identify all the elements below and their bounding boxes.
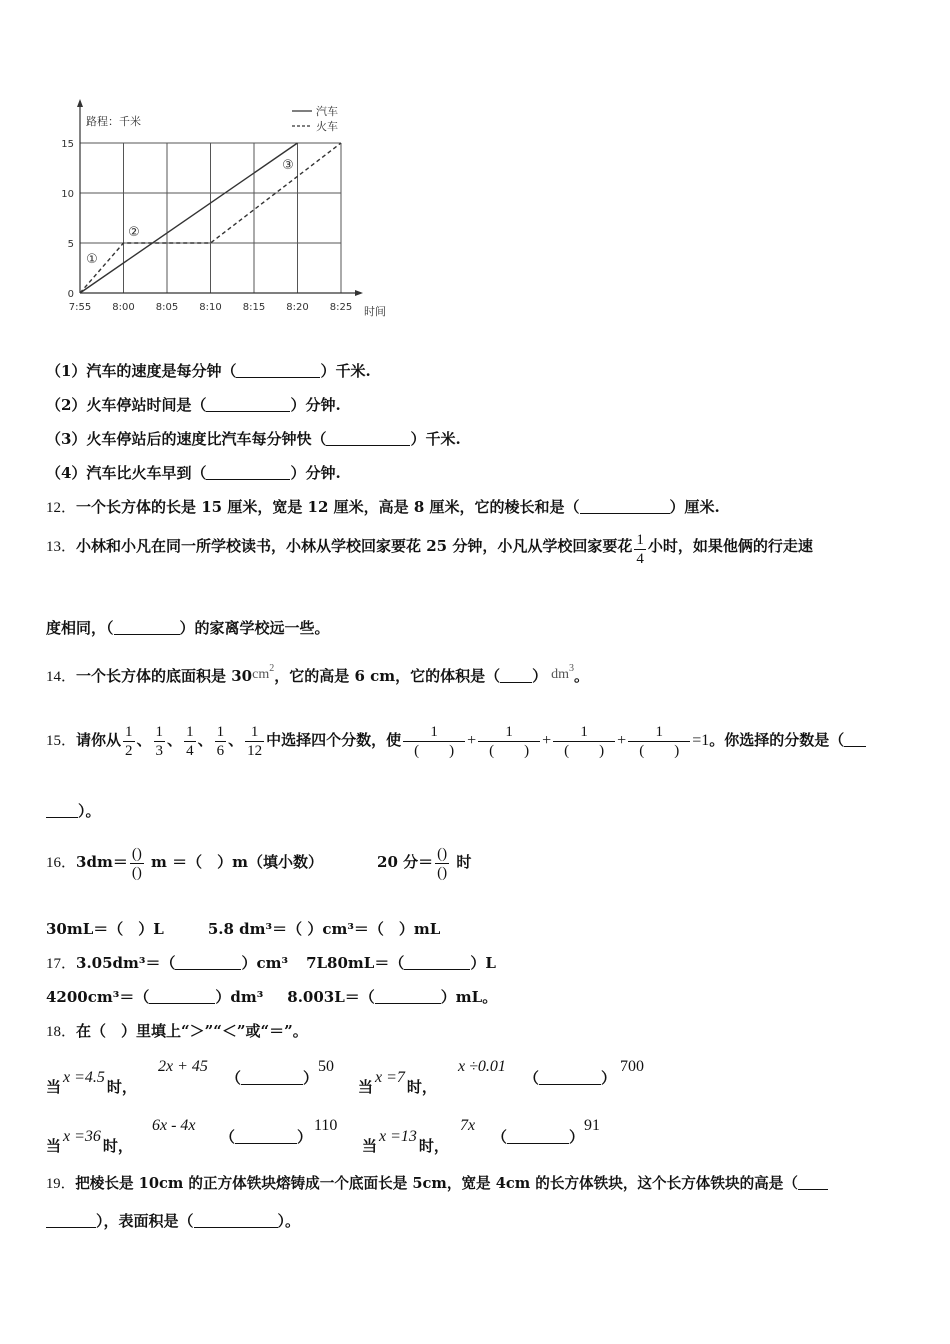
q11-item-2: （2）火车停站时间是（ ）分钟. <box>46 396 341 414</box>
annotation-marker: ② <box>128 225 140 240</box>
answer-blank[interactable] <box>798 1175 828 1190</box>
fraction-half: $\frac{1}{2}$ <box>125 723 133 759</box>
question-15-cont: ）。 <box>46 801 101 821</box>
distance-time-chart <box>50 95 420 325</box>
y-tick-label: 5 <box>67 239 74 250</box>
fraction-one-quarter: $\frac{1}{4}$ <box>636 532 644 567</box>
q18-expr-3: 6x - 4x <box>152 1117 196 1134</box>
answer-blank[interactable] <box>206 465 290 480</box>
y-axis-arrow <box>77 99 83 107</box>
q18-value-1: 50 <box>318 1058 334 1075</box>
series-line-car <box>80 143 298 293</box>
question-16: 16．3dm＝ $\frac{()}{()}$ m ＝（ ）m（填小数） 20 分＝ $\frac{()}{()}$ 时 <box>46 845 472 881</box>
answer-blank[interactable] <box>375 989 441 1004</box>
q18-value-2: 700 <box>620 1058 644 1075</box>
equation-fraction-3[interactable]: $\frac{1}{( )}$ <box>553 723 615 760</box>
question-16-line2: 30mL＝（ ）L 5.8 dm³＝（ ）cm³＝（ ）mL <box>46 920 441 938</box>
question-17-line2: 4200cm³＝（ ）dm³ 8.003L＝（ ）mL。 <box>46 988 498 1006</box>
fraction-twelfth: $\frac{1}{12}$ <box>247 723 263 759</box>
equation-fraction-2[interactable]: $\frac{1}{( )}$ <box>478 723 540 760</box>
x-tick-label: 8:00 <box>112 302 135 313</box>
q18-row-1b: 当x =7时， <box>358 1069 437 1096</box>
y-axis-label: 路程：千米 <box>86 115 141 128</box>
chart-grid <box>80 143 341 293</box>
annotation-marker: ③ <box>282 158 294 173</box>
fraction-placeholder[interactable]: $\frac{()}{()}$ <box>437 845 448 881</box>
q18-row-2b: 当x =13时， <box>362 1128 449 1155</box>
x-tick-label: 8:15 <box>242 302 266 313</box>
answer-blank[interactable] <box>539 1070 601 1085</box>
unit-dm3: $dm^3$ <box>551 663 575 682</box>
fraction-third: $\frac{1}{3}$ <box>155 723 164 759</box>
y-tick-label: 15 <box>61 139 74 150</box>
x-tick-label: 8:05 <box>155 302 179 313</box>
fraction-sixth: $\frac{1}{6}$ <box>216 723 225 759</box>
q18-compare-1: （ ） <box>226 1069 319 1087</box>
chart-ticks <box>61 114 386 318</box>
answer-blank[interactable] <box>46 1213 96 1228</box>
x-axis-label: 时间 <box>364 305 386 318</box>
q18-expr-2: x ÷0.01 <box>458 1058 506 1075</box>
answer-blank[interactable] <box>206 397 290 412</box>
question-18: 18．在（ ）里填上“＞”“＜”或“＝”。 <box>46 1022 308 1040</box>
q11-item-1: （1）汽车的速度是每分钟（ ）千米. <box>46 362 371 380</box>
q18-expr-4: 7x <box>460 1117 476 1134</box>
answer-blank[interactable] <box>46 803 78 818</box>
x-tick-label: 8:25 <box>329 302 353 313</box>
question-15: 15．请你从 $\frac{1}{2}$ 、 $\frac{1}{3}$ 、 $\frac{1}{4}$ 、 $\frac{1}{6}$ 、 $\frac{1}{12}$ 中选择四个分数，使 $\frac{1}{( )}$ + $\frac{1}{( )}$ + $\frac{1}{( )}$ + $\frac{1}{( )}$ =1。你选择的分数是（ <box>46 718 866 763</box>
answer-blank[interactable] <box>326 431 410 446</box>
annotation-marker: ① <box>86 252 98 267</box>
answer-blank[interactable] <box>500 668 532 683</box>
y-tick-label: 10 <box>61 189 74 200</box>
answer-blank[interactable] <box>235 1129 297 1144</box>
question-19-cont: ），表面积是（ ）。 <box>46 1211 300 1231</box>
q18-value-3: 110 <box>314 1117 338 1134</box>
answer-blank[interactable] <box>580 499 670 514</box>
fraction-placeholder[interactable]: $\frac{()}{()}$ <box>131 845 142 881</box>
question-13-cont: 度相同，（ ）的家离学校远一些。 <box>46 619 330 637</box>
question-12: 12．一个长方体的长是 15 厘米，宽是 12 厘米，高是 8 厘米，它的棱长和是（ ）厘米. <box>46 498 720 516</box>
answer-blank[interactable] <box>175 955 241 970</box>
q11-item-4: （4）汽车比火车早到（ ）分钟. <box>46 464 341 482</box>
chart-legend <box>292 105 338 133</box>
q18-row-2a: 当x =36时， <box>46 1128 133 1155</box>
legend-label: 火车 <box>316 120 338 133</box>
question-19: 19．把棱长是 10cm 的正方体铁块熔铸成一个底面长是 5cm，宽是 4cm 的长方体铁块，这个长方体铁块的高是（ <box>46 1174 828 1194</box>
x-tick-label: 8:20 <box>286 302 309 313</box>
fraction-quarter: $\frac{1}{4}$ <box>186 723 194 759</box>
equation-fraction-1[interactable]: $\frac{1}{( )}$ <box>403 723 465 760</box>
question-17: 17．3.05dm³＝（ ）cm³ 7L80mL＝（ ）L <box>46 954 496 972</box>
answer-blank[interactable] <box>114 620 180 635</box>
q18-value-4: 91 <box>584 1117 600 1134</box>
q18-compare-3: （ ） <box>220 1128 313 1146</box>
legend-label: 汽车 <box>316 105 338 118</box>
answer-blank[interactable] <box>404 955 470 970</box>
x-tick-label: 8:10 <box>199 302 222 313</box>
answer-blank[interactable] <box>844 732 866 747</box>
x-tick-label: 7:55 <box>68 302 92 313</box>
answer-blank[interactable] <box>241 1070 303 1085</box>
q18-row-1a: 当x =4.5时， <box>46 1069 137 1096</box>
q18-compare-2: （ ） <box>524 1069 617 1087</box>
equation-fraction-4[interactable]: $\frac{1}{( )}$ <box>628 723 690 760</box>
q18-compare-4: （ ） <box>492 1128 585 1146</box>
answer-blank[interactable] <box>236 363 320 378</box>
question-14: 14．一个长方体的底面积是 $30cm^2$，它的高是 6 cm，它的体积是（ ） $dm^3$。 <box>46 663 590 685</box>
answer-blank[interactable] <box>149 989 215 1004</box>
y-tick-label: 0 <box>67 289 74 300</box>
q11-item-3: （3）火车停站后的速度比汽车每分钟快（ ）千米. <box>46 430 461 448</box>
q18-expr-1: 2x + 45 <box>158 1058 208 1075</box>
unit-cm2: $cm^2$ <box>252 663 275 682</box>
question-13: 13．小林和小凡在同一所学校读书，小林从学校回家要花 25 分钟，小凡从学校回家要花 $\frac{1}{4}$ 小时，如果他俩的行走速 <box>46 532 813 567</box>
answer-blank[interactable] <box>507 1129 569 1144</box>
x-axis-arrow <box>355 290 363 296</box>
answer-blank[interactable] <box>194 1213 278 1228</box>
